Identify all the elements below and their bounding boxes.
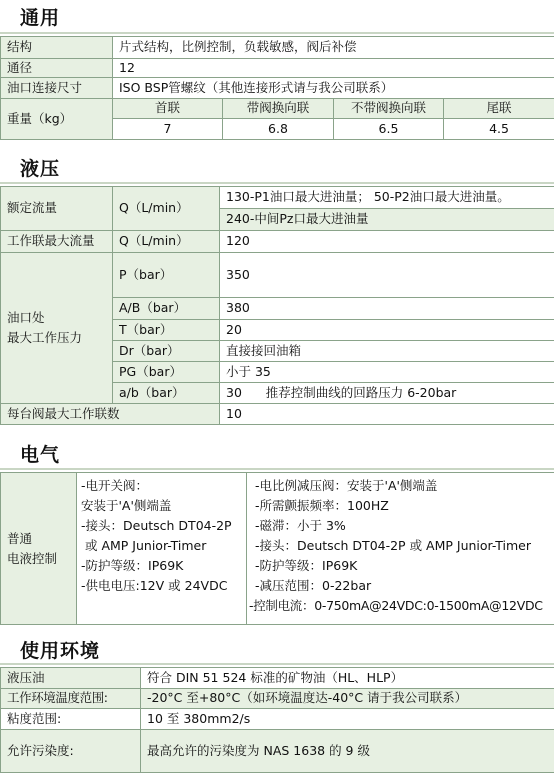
- structure-value: 片式结构，比例控制，负载敏感，阀后补偿: [113, 37, 554, 59]
- pressure-port: PG（bar）: [113, 362, 220, 383]
- environment-table: [0, 667, 554, 773]
- temp-value: -20°C 至+80°C（如环境温度达-40°C 请于我公司联系）: [141, 689, 554, 709]
- pressure-label: [1, 253, 113, 404]
- weight-label: 重量（kg）: [1, 99, 113, 140]
- pressure-value: 小于 35: [220, 362, 554, 383]
- work-flow-value: 120: [220, 231, 554, 253]
- rated-flow-unit: Q（L/min）: [113, 187, 220, 231]
- electrical-left-line: -电开关阀：: [81, 478, 149, 493]
- weight-value: 6.5: [334, 119, 444, 140]
- section-title-electrical: 电气: [20, 444, 61, 466]
- pressure-label-line: 最大工作压力: [7, 330, 83, 345]
- rated-flow-value-2: 240-中间Pz口最大进油量: [220, 209, 554, 231]
- section-divider: [0, 468, 554, 470]
- contamination-label: 允许污染度:: [1, 730, 141, 773]
- weight-value: 4.5: [444, 119, 554, 140]
- weight-header: 不带阀换向联: [334, 99, 444, 119]
- pressure-value: 20: [220, 320, 554, 341]
- port-label: 油口连接尺寸: [1, 78, 113, 99]
- weight-header: 带阀换向联: [223, 99, 334, 119]
- electrical-right-line: -控制电流：0-750mA@24VDC:0-1500mA@12VDC: [249, 598, 543, 613]
- electrical-right-cell: [247, 473, 554, 625]
- electrical-right-line: -防护等级：IP69K: [255, 558, 358, 573]
- oil-value: 符合 DIN 51 524 标准的矿物油（HL、HLP）: [141, 668, 554, 689]
- electrical-left-line: 或 AMP Junior-Timer: [81, 538, 207, 553]
- temp-label: 工作环境温度范围:: [1, 689, 141, 709]
- bore-label: 通径: [1, 59, 113, 78]
- electrical-right-line: -减压范围：0-22bar: [255, 578, 372, 593]
- pressure-port: a/b（bar）: [113, 383, 220, 404]
- pressure-value: 380: [220, 298, 554, 320]
- electrical-right-line: -磁滞：小于 3%: [255, 518, 346, 533]
- pressure-port: A/B（bar）: [113, 298, 220, 320]
- section-title-general: 通用: [20, 7, 61, 29]
- electrical-left-cell: [77, 473, 247, 625]
- electrical-right-line: -电比例减压阀：安装于'A'侧端盖: [255, 478, 438, 493]
- electrical-right-line: -所需颤振频率：100HZ: [255, 498, 389, 513]
- sections-value: 10: [220, 404, 554, 425]
- section-divider: [0, 32, 554, 34]
- electrical-right-line: -接头：Deutsch DT04-2P 或 AMP Junior-Timer: [255, 538, 531, 553]
- hydraulic-table: [0, 186, 554, 425]
- work-flow-label: 工作联最大流量: [1, 231, 113, 253]
- pressure-label-line: 油口处: [7, 310, 45, 325]
- section-divider: [0, 182, 554, 184]
- rated-flow-label: 额定流量: [1, 187, 113, 231]
- electrical-label-line: 电液控制: [7, 550, 58, 566]
- oil-label: 液压油: [1, 668, 141, 689]
- bore-value: 12: [113, 59, 554, 78]
- electrical-label: [1, 473, 77, 625]
- rated-flow-value-1: 130-P1油口最大进油量； 50-P2油口最大进油量。: [220, 187, 554, 209]
- port-value: ISO BSP管螺纹（其他连接形式请与我公司联系）: [113, 78, 554, 99]
- weight-value: 7: [113, 119, 223, 140]
- electrical-table: [0, 472, 554, 625]
- weight-header: 尾联: [444, 99, 554, 119]
- contamination-value: 最高允许的污染度为 NAS 1638 的 9 级: [141, 730, 554, 773]
- pressure-port: Dr（bar）: [113, 341, 220, 362]
- sections-label: 每台阀最大工作联数: [1, 404, 220, 425]
- weight-header: 首联: [113, 99, 223, 119]
- pressure-value: 350: [220, 253, 554, 298]
- pressure-port: P（bar）: [113, 253, 220, 298]
- electrical-left-line: -接头：Deutsch DT04-2P: [81, 518, 232, 533]
- viscosity-label: 粘度范围:: [1, 709, 141, 730]
- electrical-label-line: 普通: [7, 530, 33, 546]
- pressure-value: 直接接回油箱: [220, 341, 554, 362]
- section-title-environment: 使用环境: [20, 640, 101, 662]
- pressure-port: T（bar）: [113, 320, 220, 341]
- section-divider: [0, 663, 554, 665]
- section-title-hydraulic: 液压: [20, 158, 61, 180]
- viscosity-value: 10 至 380mm2/s: [141, 709, 554, 730]
- electrical-left-line: -防护等级：IP69K: [81, 558, 184, 573]
- weight-value: 6.8: [223, 119, 334, 140]
- electrical-left-line: -供电电压:12V 或 24VDC: [81, 578, 228, 593]
- electrical-left-line: 安装于'A'侧端盖: [81, 498, 172, 513]
- general-table: [0, 36, 554, 140]
- work-flow-unit: Q（L/min）: [113, 231, 220, 253]
- pressure-value: 30 推荐控制曲线的回路压力 6-20bar: [220, 383, 554, 404]
- structure-label: 结构: [1, 37, 113, 59]
